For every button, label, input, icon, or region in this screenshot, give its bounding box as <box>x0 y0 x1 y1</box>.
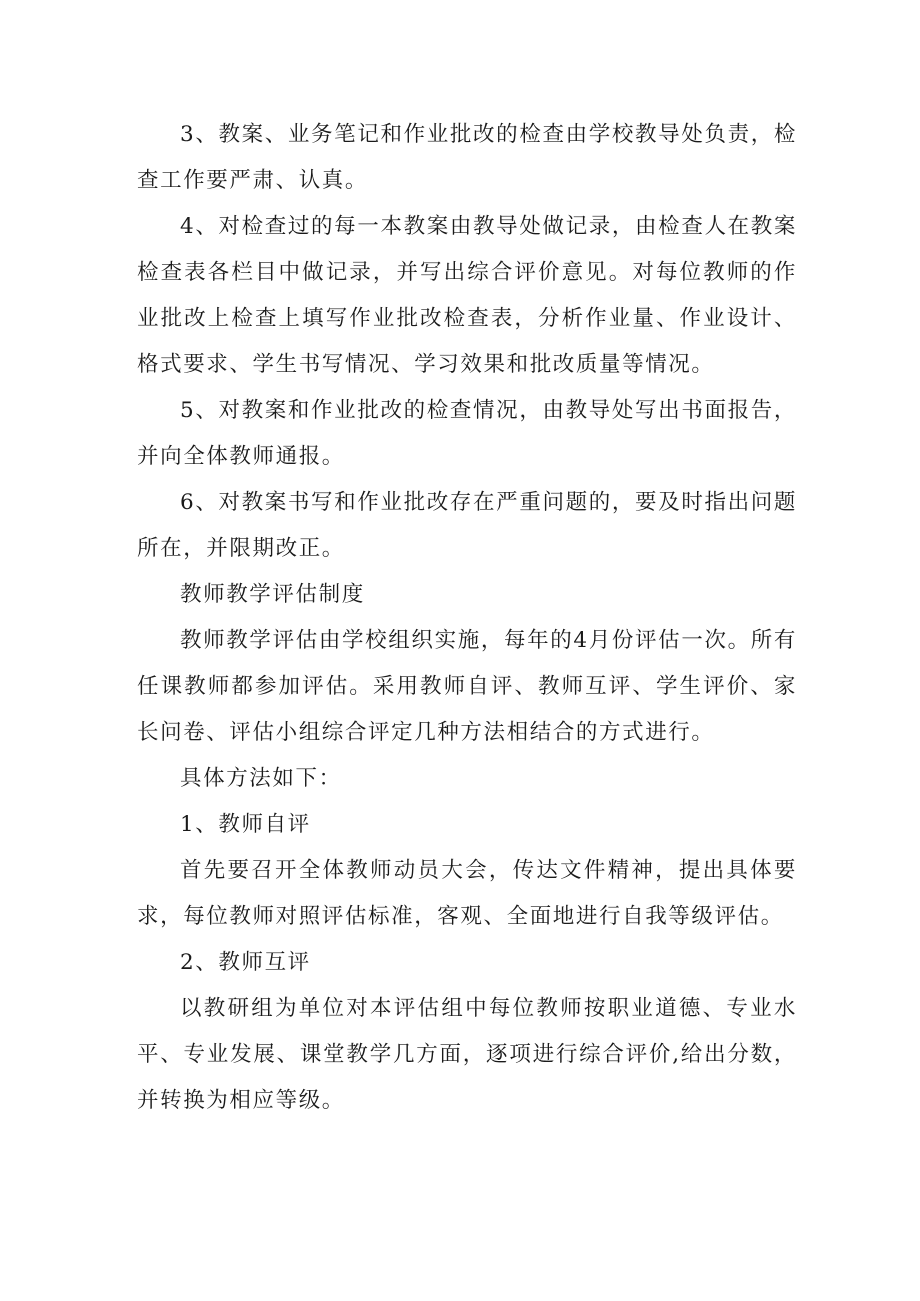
paragraph-self-evaluation: 首先要召开全体教师动员大会，传达文件精神，提出具体要求，每位教师对照评估标准，客观、全面地进行自我等级评估。 <box>137 858 797 929</box>
subheading-self-evaluation: 1、教师自评 <box>180 812 311 837</box>
section-heading-evaluation-system: 教师教学评估制度 <box>180 582 365 607</box>
paragraph-written-report: 5、对教案和作业批改的检查情况，由教导处写出书面报告，并向全体教师通报。 <box>137 398 797 469</box>
paragraph-methods-intro: 具体方法如下： <box>180 766 342 791</box>
document-body <box>137 112 797 1124</box>
paragraph-peer-evaluation: 以教研组为单位对本评估组中每位教师按职业道德、专业水平、专业发展、课堂教学几方面，逐项进行综合评价,给出分数，并转换为相应等级。 <box>137 996 797 1113</box>
paragraph-evaluation-overview: 教师教学评估由学校组织实施，每年的4月份评估一次。所有任课教师都参加评估。采用教师自评、教师互评、学生评价、家长问卷、评估小组综合评定几种方法相结合的方式进行。 <box>137 628 797 745</box>
paragraph-lesson-plan-check-owner: 3、教案、业务笔记和作业批改的检查由学校教导处负责，检查工作要严肃、认真。 <box>137 122 797 193</box>
paragraph-lesson-plan-records: 4、对检查过的每一本教案由教导处做记录，由检查人在教案检查表各栏目中做记录，并写出综合评价意见。对每位教师的作业批改上检查上填写作业批改检查表，分析作业量、作业设计、格式要求、学生书写情况、学习效果和批改质量等情况。 <box>137 214 797 377</box>
paragraph-correction-deadline: 6、对教案书写和作业批改存在严重问题的，要及时指出问题所在，并限期改正。 <box>137 490 797 561</box>
subheading-peer-evaluation: 2、教师互评 <box>180 950 311 975</box>
